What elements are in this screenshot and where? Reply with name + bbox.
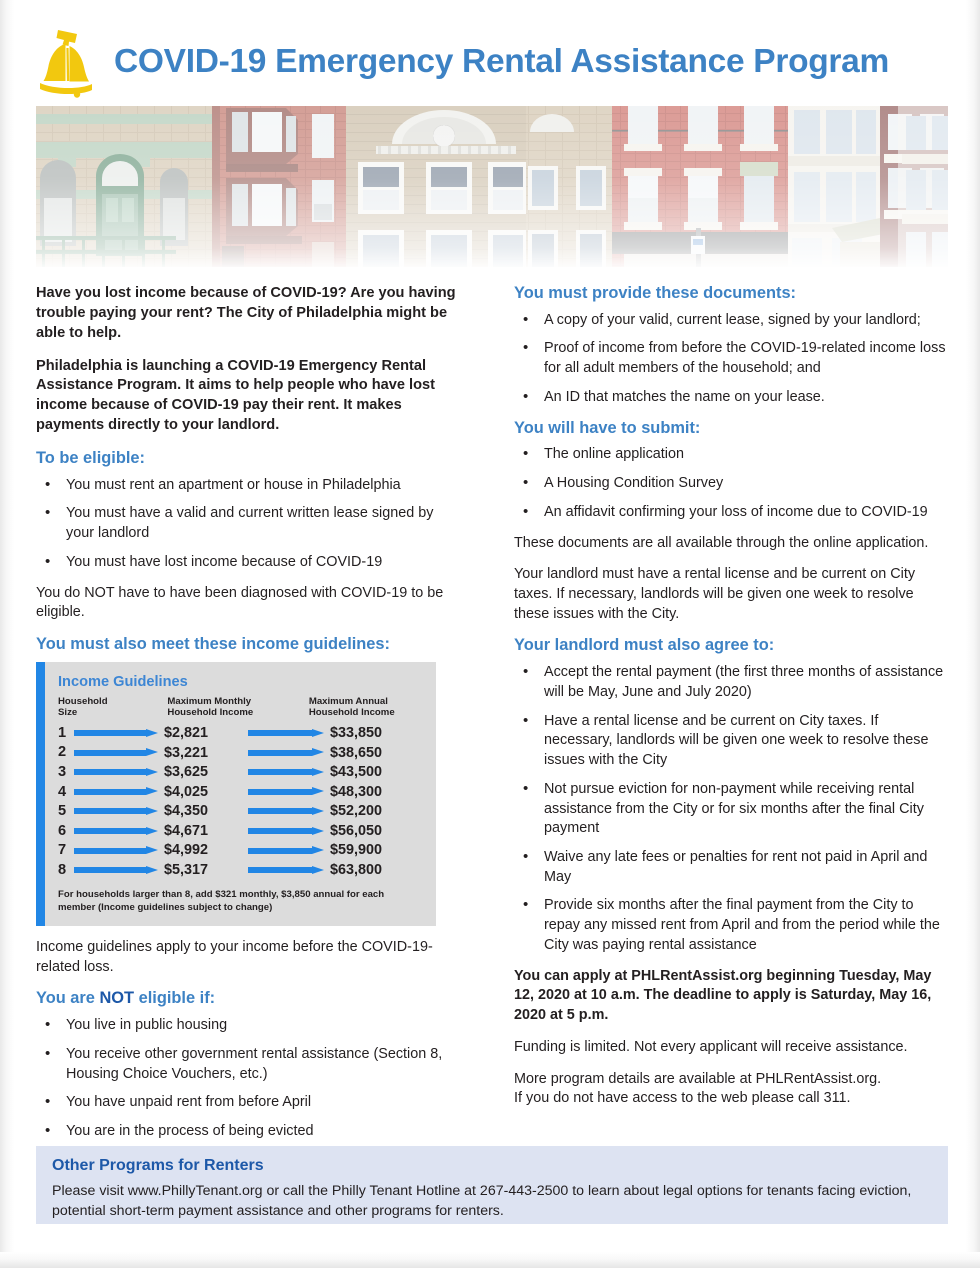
eligible-list xyxy=(36,476,464,573)
documents-list xyxy=(514,311,948,408)
heading-documents: You must provide these documents: xyxy=(514,284,797,302)
arrow-icon xyxy=(74,748,158,757)
monthly-income: $4,992 xyxy=(164,842,209,859)
heading-landlord-agree: Your landlord must also agree to: xyxy=(514,636,775,655)
household-size: 1 xyxy=(58,724,67,741)
not-eligible-prefix: You are xyxy=(36,989,100,1008)
income-table-title: Income Guidelines xyxy=(58,673,188,690)
available-online-note: These documents are all available through the online application. xyxy=(514,534,929,551)
arrow-icon xyxy=(74,827,158,836)
annual-income: $63,800 xyxy=(330,862,383,879)
arrow-icon xyxy=(74,846,158,855)
page-title: COVID-19 Emergency Rental Assistance Program xyxy=(114,43,889,80)
table-row xyxy=(58,743,422,763)
income-table-accent-bar xyxy=(36,662,45,926)
household-size: 4 xyxy=(58,783,67,800)
list-item: • You must have a valid and current written lease signed by your landlord xyxy=(36,504,464,543)
list-item: • Have a rental license and be current on City taxes. If necessary, landlords will be given one week to resolve these issues with the City xyxy=(514,712,948,771)
table-row xyxy=(58,802,422,822)
intro-paragraph-1: Have you lost income because of COVID-19? Are you having trouble paying your rent? The City of Philadelphia might be able to help. xyxy=(36,285,456,341)
list-item: • You are in the process of being evicted xyxy=(36,1122,464,1142)
arrow-icon xyxy=(248,846,324,855)
monthly-income: $4,350 xyxy=(164,803,209,820)
arrow-icon xyxy=(248,729,324,738)
arrow-icon xyxy=(74,787,158,796)
list-item: • Accept the rental payment (the first three months of assistance will be May, June and July 2020) xyxy=(514,663,948,702)
list-item: • You live in public housing xyxy=(36,1016,464,1036)
not-eligible-emphasis: NOT xyxy=(99,989,135,1008)
monthly-income: $2,821 xyxy=(164,724,209,741)
arrow-icon xyxy=(74,729,158,738)
other-programs-box xyxy=(36,1146,948,1224)
table-row xyxy=(58,763,422,783)
not-eligible-list xyxy=(36,1016,464,1142)
page-header xyxy=(36,22,948,102)
more-details-note xyxy=(514,1070,948,1109)
landlord-agreement-list xyxy=(514,663,948,956)
list-item: • You receive other government rental assistance (Section 8, Housing Choice Vouchers, etc.) xyxy=(36,1045,464,1084)
column-header-max-monthly: Maximum Monthly Household Income xyxy=(167,695,254,718)
liberty-bell-icon xyxy=(36,26,100,98)
household-size: 6 xyxy=(58,822,67,839)
household-size: 2 xyxy=(58,744,67,761)
arrow-icon xyxy=(248,807,324,816)
household-size: 7 xyxy=(58,842,67,859)
apply-deadline-note: You can apply at PHLRentAssist.org beginning Tuesday, May 12, 2020 at 10 a.m. The deadline to apply is Saturday, May 16, 2020 at 5 p.m. xyxy=(514,967,932,1024)
income-table-body xyxy=(58,723,422,880)
table-row xyxy=(58,860,422,880)
more-details-line-2: If you do not have access to the web please call 311. xyxy=(514,1090,851,1107)
arrow-icon xyxy=(248,748,324,757)
annual-income: $33,850 xyxy=(330,724,383,741)
table-row xyxy=(58,841,422,861)
annual-income: $43,500 xyxy=(330,764,383,781)
not-diagnosed-note: You do NOT have to have been diagnosed with COVID-19 to be eligible. xyxy=(36,584,444,621)
monthly-income: $4,671 xyxy=(164,822,209,839)
list-item: • A copy of your valid, current lease, signed by your landlord; xyxy=(514,311,948,331)
monthly-income: $3,221 xyxy=(164,744,209,761)
monthly-income: $5,317 xyxy=(164,862,209,879)
landlord-license-note: Your landlord must have a rental license and be current on City taxes. If necessary, landlords will be given one week to resolve these issues with the City. xyxy=(514,566,916,622)
monthly-income: $3,625 xyxy=(164,764,209,781)
table-row xyxy=(58,723,422,743)
not-eligible-suffix: eligible if: xyxy=(134,989,216,1008)
list-item: • Waive any late fees or penalties for rent not paid in April and May xyxy=(514,848,948,887)
column-header-household-size: Household Size xyxy=(58,695,108,718)
list-item: • A Housing Condition Survey xyxy=(514,474,948,494)
arrow-icon xyxy=(248,866,324,875)
arrow-icon xyxy=(74,768,158,777)
income-table-header-row xyxy=(58,696,422,719)
more-details-line-1: More program details are available at PHLRentAssist.org. xyxy=(514,1070,882,1087)
list-item: • You have unpaid rent from before April xyxy=(36,1093,464,1113)
heading-income-guidelines: You must also meet these income guidelines: xyxy=(36,635,390,653)
list-item: • You must have lost income because of COVID-19 xyxy=(36,553,464,573)
left-column xyxy=(36,284,464,1153)
funding-limited-note: Funding is limited. Not every applicant will receive assistance. xyxy=(514,1038,908,1055)
list-item: • Proof of income from before the COVID-19-related income loss for all adult members of the household; and xyxy=(514,339,948,378)
page-edge-shadow-bottom xyxy=(0,1252,980,1268)
list-item: • An affidavit confirming your loss of income due to COVID-19 xyxy=(514,503,948,523)
page-edge-shadow-left xyxy=(0,0,14,1268)
heading-to-be-eligible: To be eligible: xyxy=(36,448,145,467)
arrow-icon xyxy=(74,807,158,816)
other-programs-title: Other Programs for Renters xyxy=(52,1157,264,1174)
household-size: 5 xyxy=(58,803,67,820)
submit-list xyxy=(514,445,948,522)
rowhouse-banner-image xyxy=(36,106,948,267)
other-programs-text: Please visit www.PhillyTenant.org or call the Philly Tenant Hotline at 267-443-2500 to learn about legal options for tenants facing eviction, potential short-term payment assistance and other programs for renters. xyxy=(52,1183,912,1219)
income-guidelines-table xyxy=(36,662,436,926)
annual-income: $38,650 xyxy=(330,744,383,761)
column-header-max-annual: Maximum Annual Household Income xyxy=(308,695,395,718)
annual-income: $48,300 xyxy=(330,783,383,800)
list-item: • Provide six months after the final payment from the City to repay any missed rent from April and from the period while the City was paying rental assistance xyxy=(514,896,948,955)
page-edge-shadow-right xyxy=(966,0,980,1268)
arrow-icon xyxy=(248,827,324,836)
income-table-footnote: For households larger than 8, add $321 monthly, $3,850 annual for each member (Income guidelines subject to change) xyxy=(58,889,385,913)
household-size: 3 xyxy=(58,764,67,780)
household-size: 8 xyxy=(58,861,67,878)
list-item: • Not pursue eviction for non-payment while receiving rental assistance from the City or for six months after the final City payment xyxy=(514,780,948,839)
arrow-icon xyxy=(248,768,324,777)
monthly-income: $4,025 xyxy=(164,783,209,800)
table-row xyxy=(58,821,422,841)
annual-income: $52,200 xyxy=(330,803,383,820)
arrow-icon xyxy=(74,866,158,875)
income-apply-note: Income guidelines apply to your income before the COVID-19-related loss. xyxy=(36,939,433,975)
annual-income: $59,900 xyxy=(330,842,383,859)
right-column xyxy=(514,284,948,1121)
heading-not-eligible xyxy=(36,989,464,1009)
heading-submit: You will have to submit: xyxy=(514,418,701,437)
table-row xyxy=(58,782,422,802)
intro-paragraph-2: Philadelphia is launching a COVID-19 Emergency Rental Assistance Program. It aims to help people who have lost income because of COVID-19 pay their rent. It makes payments directly to your landlord. xyxy=(36,357,435,434)
list-item: • You must rent an apartment or house in Philadelphia xyxy=(36,476,464,496)
annual-income: $56,050 xyxy=(330,822,383,839)
list-item: • The online application xyxy=(514,445,948,465)
list-item: • An ID that matches the name on your lease. xyxy=(514,388,948,408)
arrow-icon xyxy=(248,787,324,796)
